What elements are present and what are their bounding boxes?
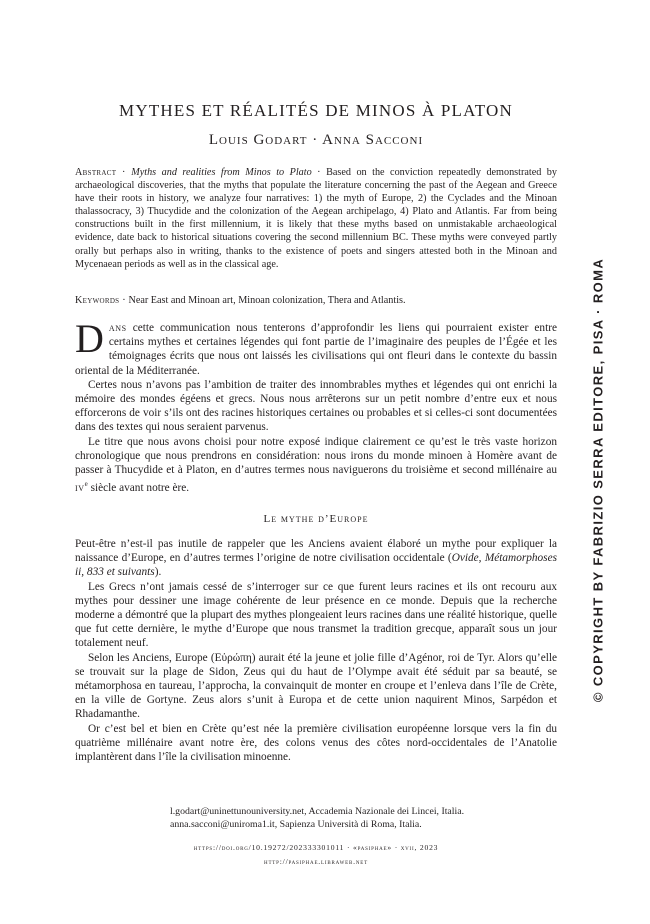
abstract (75, 166, 557, 271)
intro-paragraph-3 (75, 435, 557, 496)
keywords-label: Keywords · (75, 295, 126, 306)
europe-paragraph-1-end: ). (154, 566, 162, 579)
copyright-text: © COPYRIGHT BY FABRIZIO SERRA EDITORE, PISA · ROMA (590, 257, 606, 703)
intro-paragraph-3-end: siècle avant notre ère. (87, 482, 190, 494)
affiliation-sacconi: anna.sacconi@uniroma1.it, Sapienza Università di Roma, Italia. (170, 818, 422, 830)
drop-cap: D (75, 316, 104, 361)
author-affiliations (170, 806, 464, 832)
europe-paragraph-1-text: Peut-être n’est-il pas inutile de rappeler que les Anciens avaient élaboré un mythe pour expliquer la naissance d’Europe, en d’autres termes l’origine de notre civilisation occidentale ( (75, 538, 557, 565)
doi-line: https://doi.org/10.19272/202333301011 · «pasiphae» · xvii, 2023 (193, 843, 439, 852)
intro-paragraph-2: Certes nous n’avons pas l’ambition de traiter des innombrables mythes et légendes qui ont enrichi la mémoire des mondes égéens et grecs. Nous nous arrêterons sur un petit nombre d’entre eux et nous efforcerons de voir s’ils ont des racines historiques certaines ou probables et si celles-ci sont documentées dans des textes qui nous seraient parvenus. (75, 378, 557, 434)
abstract-label: Abstract · (75, 167, 126, 178)
century-suffix: e (84, 480, 88, 489)
ovid-citation: Ovide, Métamorphoses ii, 833 et suivants (75, 552, 557, 579)
journal-url: http://pasiphae.libraweb.net (264, 857, 368, 866)
abstract-title: Myths and realities from Minos to Plato (131, 167, 312, 178)
europe-section (75, 537, 557, 764)
section-heading: Le mythe d’Europe (263, 513, 369, 525)
intro-first-word: ans (108, 322, 127, 334)
abstract-separator: · (311, 167, 327, 178)
abstract-text: Based on the conviction repeatedly demonstrated by archaeological discoveries, that the myths that populate the literature concerning the past of the Aegean and Greece have their roots in history, we analyze four narratives: 1) the myth of Europe, 2) the Cyclades and the Minoan thalassocracy, 3) Thucydide and the colonization of the Aegean archipelago, 4) Plato and Atlantis. Far from being constructions built in the first millennium, it is likely that these myths based on unmistakable archaeological evidence, date back to historical situations covering the second millennium BC. These myths were conveyed partly orally but perhaps also in writing, thanks to the existence of poets and singers attested both in the Minoan and Mycenaean periods as well as in the classical age. (75, 167, 557, 270)
europe-paragraph-1 (75, 537, 557, 580)
europe-paragraph-3: Selon les Anciens, Europe (Εὐρώπη) aurait été la jeune et jolie fille d’Agénor, roi de Tyr. Alors qu’elle se trouvait sur la plage de Sidon, Zeus qui du haut de l’Olympe avait été séduit par sa beauté, se métamorphosa en taureau, l’approcha, la convainquit de monter en croupe et l’enleva dans l’île de Crète, en la ville de Gortyne. Zeus alors s’unit à Europa et de cette union naquirent Minos, Sarpédon et Rhadamanthe. (75, 651, 557, 721)
paper-authors: Louis Godart · Anna Sacconi (208, 132, 424, 148)
intro-paragraph-1-text: cette communication nous tenterons d’approfondir les liens qui pourraient exister entre certains mythes et certaines légendes qui font partie de l’imaginaire des peuples de l’Égée et les témoignages écrits que nous ont laissés les civilisations qui ont fleuri dans le contexte du bassin oriental de la Méditerranée. (75, 322, 557, 377)
intro-section (75, 316, 557, 495)
keywords (75, 294, 557, 307)
intro-paragraph-1 (75, 316, 557, 378)
europe-paragraph-4: Or c’est bel et bien en Crète qu’est née la première civilisation européenne lorsque vers la fin du quatrième millénaire avant notre ère, des colons venus des côtes nord-occidentales de l’Anatolie implantèrent dans l’île la civilisation minoenne. (75, 722, 557, 764)
century-numeral: iv (75, 482, 85, 494)
keywords-text: Near East and Minoan art, Minoan colonization, Thera and Atlantis. (128, 295, 406, 306)
intro-paragraph-3-text: Le titre que nous avons choisi pour notre exposé indique clairement ce qu’est le très vaste horizon chronologique que nous prendrons en considération: nous irons du monde minoen à Homère avant de passer à Thucydide et à Platon, en d’autres termes nous naviguerons du troisième et second millénaire au (75, 435, 557, 477)
paper-title: MYTHES ET RÉALITÉS DE MINOS À PLATON (119, 101, 513, 120)
affiliation-godart: l.godart@uninettunouniversity.net, Accademia Nazionale dei Lincei, Italia. (170, 806, 465, 817)
europe-paragraph-2: Les Grecs n’ont jamais cessé de s’interroger sur ce que furent leurs racines et ils ont recouru aux mythes pour dessiner une image cohérente de leur présence en ce monde. Depuis que la recherche moderne a démontré que la plupart des mythes plongeaient leurs racines dans une réalité historique, quelle que fut cette dernière, le mythe d’Europe que nous transmet la tradition grecque, apparaît sous un jour totalement neuf. (75, 580, 557, 650)
